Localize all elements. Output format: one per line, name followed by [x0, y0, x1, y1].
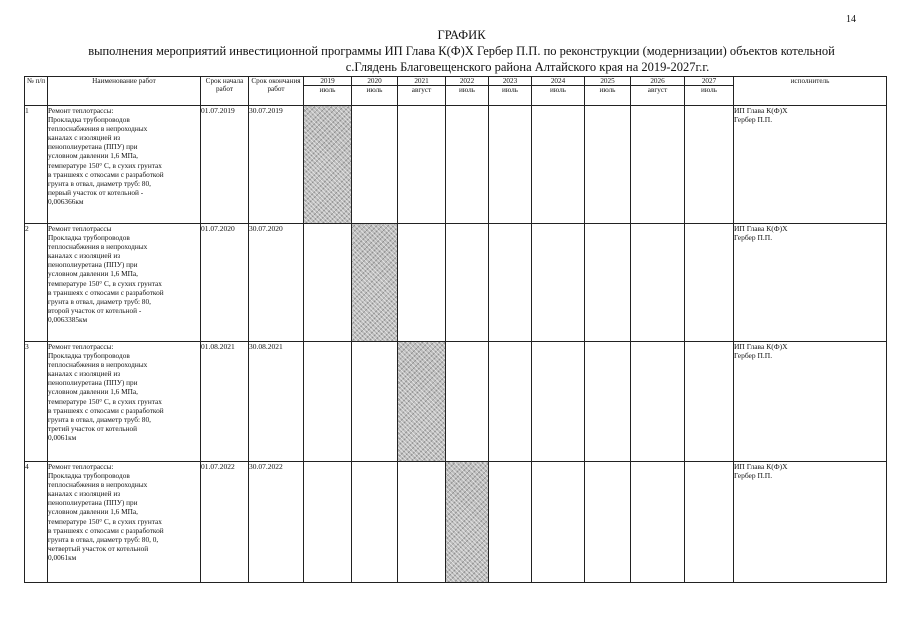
description-line: Прокладка трубопроводов: [48, 115, 130, 125]
header-year-2027: [685, 77, 734, 106]
header-start: Срок начала работ: [201, 77, 249, 106]
table-row: [25, 342, 887, 462]
description-line: пенополиуретана (ППУ) при: [48, 498, 138, 508]
description-line: каналах с изоляцией из: [48, 251, 121, 261]
month-label: июль: [319, 86, 336, 94]
description-line: Ремонт теплотрассы:: [48, 106, 114, 115]
executor: [734, 224, 887, 342]
schedule-cell-2024: [532, 462, 585, 583]
description-line: теплоснабжения в непроходных: [48, 242, 148, 252]
month-label: июль: [550, 86, 566, 94]
month-label: июль: [502, 86, 518, 94]
schedule-cell-2027: [685, 462, 734, 583]
schedule-cell-2022: [446, 342, 489, 462]
year-label: 2025: [585, 77, 630, 86]
schedule-cell-2019: [304, 462, 352, 583]
schedule-cell-2027: [685, 106, 734, 224]
schedule-cell-2026: [631, 342, 685, 462]
month-label: июль: [366, 86, 383, 94]
description-line: теплоснабжения в непроходных: [48, 360, 148, 370]
executor: [734, 342, 887, 462]
description-line: третий участок от котельной: [48, 423, 138, 433]
row-number: 4: [25, 462, 48, 583]
schedule-cell-2020: [352, 462, 398, 583]
document-title: [0, 27, 905, 75]
description-line: температуре 150° С, в сухих грунтах: [48, 278, 162, 288]
schedule-cell-2027: [685, 342, 734, 462]
header-year-2020: [352, 77, 398, 106]
description-line: Прокладка трубопроводов: [48, 471, 130, 481]
schedule-cell-2026: [631, 462, 685, 583]
table-row: [25, 462, 887, 583]
description-line: первый участок от котельной -: [48, 187, 144, 197]
description-line: пенополиуретана (ППУ) при: [48, 142, 138, 152]
executor: [734, 106, 887, 224]
start-date: 01.08.2021: [201, 342, 249, 462]
schedule-cell-2025: [585, 224, 631, 342]
schedule-cell-2022: [446, 462, 489, 583]
schedule-cell-2027: [685, 224, 734, 342]
header-name: Наименование работ: [48, 77, 201, 106]
schedule-cell-2023: [489, 462, 532, 583]
description-line: грунта в отвал, диаметр труб: 80,: [48, 414, 151, 424]
description-line: каналах с изоляцией из: [48, 369, 121, 379]
year-label: 2021: [398, 77, 445, 86]
schedule-cell-2023: [489, 342, 532, 462]
end-date: 30.07.2020: [249, 224, 304, 342]
description-line: Ремонт теплотрассы:: [48, 342, 114, 351]
schedule-cell-2020: [352, 224, 398, 342]
year-label: 2026: [631, 77, 684, 86]
header-row: [25, 77, 887, 106]
month-label: август: [411, 86, 432, 94]
header-year-2026: [631, 77, 685, 106]
start-date: 01.07.2019: [201, 106, 249, 224]
work-description: [48, 224, 201, 342]
work-description: [48, 462, 201, 583]
schedule-cell-2020: [352, 342, 398, 462]
year-label: 2027: [685, 77, 733, 86]
executor-line: ИП Глава К(Ф)Х: [734, 224, 788, 233]
header-executor: исполнитель: [734, 77, 887, 106]
month-label: август: [647, 86, 668, 94]
description-line: Прокладка трубопроводов: [48, 351, 130, 361]
header-year-2024: [532, 77, 585, 106]
description-line: в траншеях с откосами с разработкой: [48, 405, 164, 415]
schedule-cell-2022: [446, 224, 489, 342]
start-date: 01.07.2022: [201, 462, 249, 583]
description-line: теплоснабжения в непроходных: [48, 124, 148, 134]
description-line: температуре 150° С, в сухих грунтах: [48, 396, 162, 406]
description-line: в траншеях с откосами с разработкой: [48, 169, 164, 179]
header-end: Срок окончания работ: [249, 77, 304, 106]
executor-line: Гербер П.П.: [734, 351, 773, 361]
title-heading: ГРАФИК: [437, 28, 486, 42]
schedule-cell-2019: [304, 224, 352, 342]
schedule-cell-2021: [398, 462, 446, 583]
description-line: четвертый участок от котельной: [48, 543, 149, 553]
schedule-cell-2025: [585, 342, 631, 462]
end-date: 30.07.2019: [249, 106, 304, 224]
description-line: грунта в отвал, диаметр труб: 80,: [48, 178, 151, 188]
schedule-cell-2024: [532, 106, 585, 224]
description-line: второй участок от котельной -: [48, 305, 142, 315]
header-year-2022: [446, 77, 489, 106]
description-line: в траншеях с откосами с разработкой: [48, 525, 164, 535]
executor-line: Гербер П.П.: [734, 471, 773, 481]
month-label: июль: [459, 86, 475, 94]
description-line: грунта в отвал, диаметр труб: 80, 0,: [48, 534, 159, 544]
description-line: условном давлении 1,6 МПа,: [48, 269, 138, 279]
table-row: [25, 106, 887, 224]
description-line: 0,0063385км: [48, 314, 88, 324]
work-description: [48, 106, 201, 224]
table-row: [25, 224, 887, 342]
work-description: [48, 342, 201, 462]
description-line: условном давлении 1,6 МПа,: [48, 507, 138, 517]
description-line: температуре 150° С, в сухих грунтах: [48, 516, 162, 526]
schedule-cell-2024: [532, 342, 585, 462]
description-line: 0,006366км: [48, 196, 84, 206]
schedule-cell-2023: [489, 106, 532, 224]
row-number: 1: [25, 106, 48, 224]
row-number: 2: [25, 224, 48, 342]
schedule-cell-2021: [398, 224, 446, 342]
description-line: пенополиуретана (ППУ) при: [48, 260, 138, 270]
description-line: 0,0061км: [48, 552, 77, 562]
schedule-cell-2019: [304, 342, 352, 462]
header-num: № п/п: [25, 77, 48, 106]
header-year-2019: [304, 77, 352, 106]
description-line: Ремонт теплотрассы:: [48, 462, 114, 471]
schedule-cell-2023: [489, 224, 532, 342]
schedule-table: [24, 76, 887, 583]
header-year-2021: [398, 77, 446, 106]
year-label: 2019: [304, 77, 351, 86]
start-date: 01.07.2020: [201, 224, 249, 342]
description-line: Ремонт теплотрассы: [48, 224, 112, 233]
description-line: температуре 150° С, в сухих грунтах: [48, 160, 162, 170]
year-label: 2024: [532, 77, 584, 86]
description-line: 0,0061км: [48, 432, 77, 442]
executor-line: ИП Глава К(Ф)Х: [734, 462, 788, 471]
description-line: каналах с изоляцией из: [48, 133, 121, 143]
description-line: грунта в отвал, диаметр труб: 80,: [48, 296, 151, 306]
description-line: в траншеях с откосами с разработкой: [48, 287, 164, 297]
schedule-cell-2025: [585, 462, 631, 583]
executor-line: ИП Глава К(Ф)Х: [734, 106, 788, 115]
header-year-2023: [489, 77, 532, 106]
row-number: 3: [25, 342, 48, 462]
executor-line: Гербер П.П.: [734, 233, 773, 243]
year-label: 2022: [446, 77, 488, 86]
schedule-cell-2021: [398, 342, 446, 462]
description-line: условном давлении 1,6 МПа,: [48, 151, 138, 161]
description-line: каналах с изоляцией из: [48, 489, 121, 499]
executor: [734, 462, 887, 583]
executor-line: ИП Глава К(Ф)Х: [734, 342, 788, 351]
page-number: 14: [846, 14, 856, 25]
title-location: с.Глядень Благовещенского района Алтайского края на 2019-2027г.г.: [345, 60, 710, 74]
title-subtitle: выполнения мероприятий инвестиционной программы ИП Глава К(Ф)Х Гербер П.П. по реконструкции (модернизации) объектов котельной: [88, 44, 835, 58]
year-label: 2023: [489, 77, 531, 86]
schedule-cell-2021: [398, 106, 446, 224]
description-line: условном давлении 1,6 МПа,: [48, 387, 138, 397]
schedule-cell-2020: [352, 106, 398, 224]
month-label: июль: [599, 86, 616, 94]
end-date: 30.08.2021: [249, 342, 304, 462]
header-year-2025: [585, 77, 631, 106]
schedule-cell-2025: [585, 106, 631, 224]
schedule-cell-2022: [446, 106, 489, 224]
schedule-cell-2024: [532, 224, 585, 342]
description-line: пенополиуретана (ППУ) при: [48, 378, 138, 388]
schedule-cell-2026: [631, 224, 685, 342]
description-line: теплоснабжения в непроходных: [48, 480, 148, 490]
end-date: 30.07.2022: [249, 462, 304, 583]
executor-line: Гербер П.П.: [734, 115, 773, 125]
description-line: Прокладка трубопроводов: [48, 233, 130, 243]
month-label: июль: [701, 86, 717, 94]
year-label: 2020: [352, 77, 397, 86]
schedule-cell-2019: [304, 106, 352, 224]
schedule-cell-2026: [631, 106, 685, 224]
